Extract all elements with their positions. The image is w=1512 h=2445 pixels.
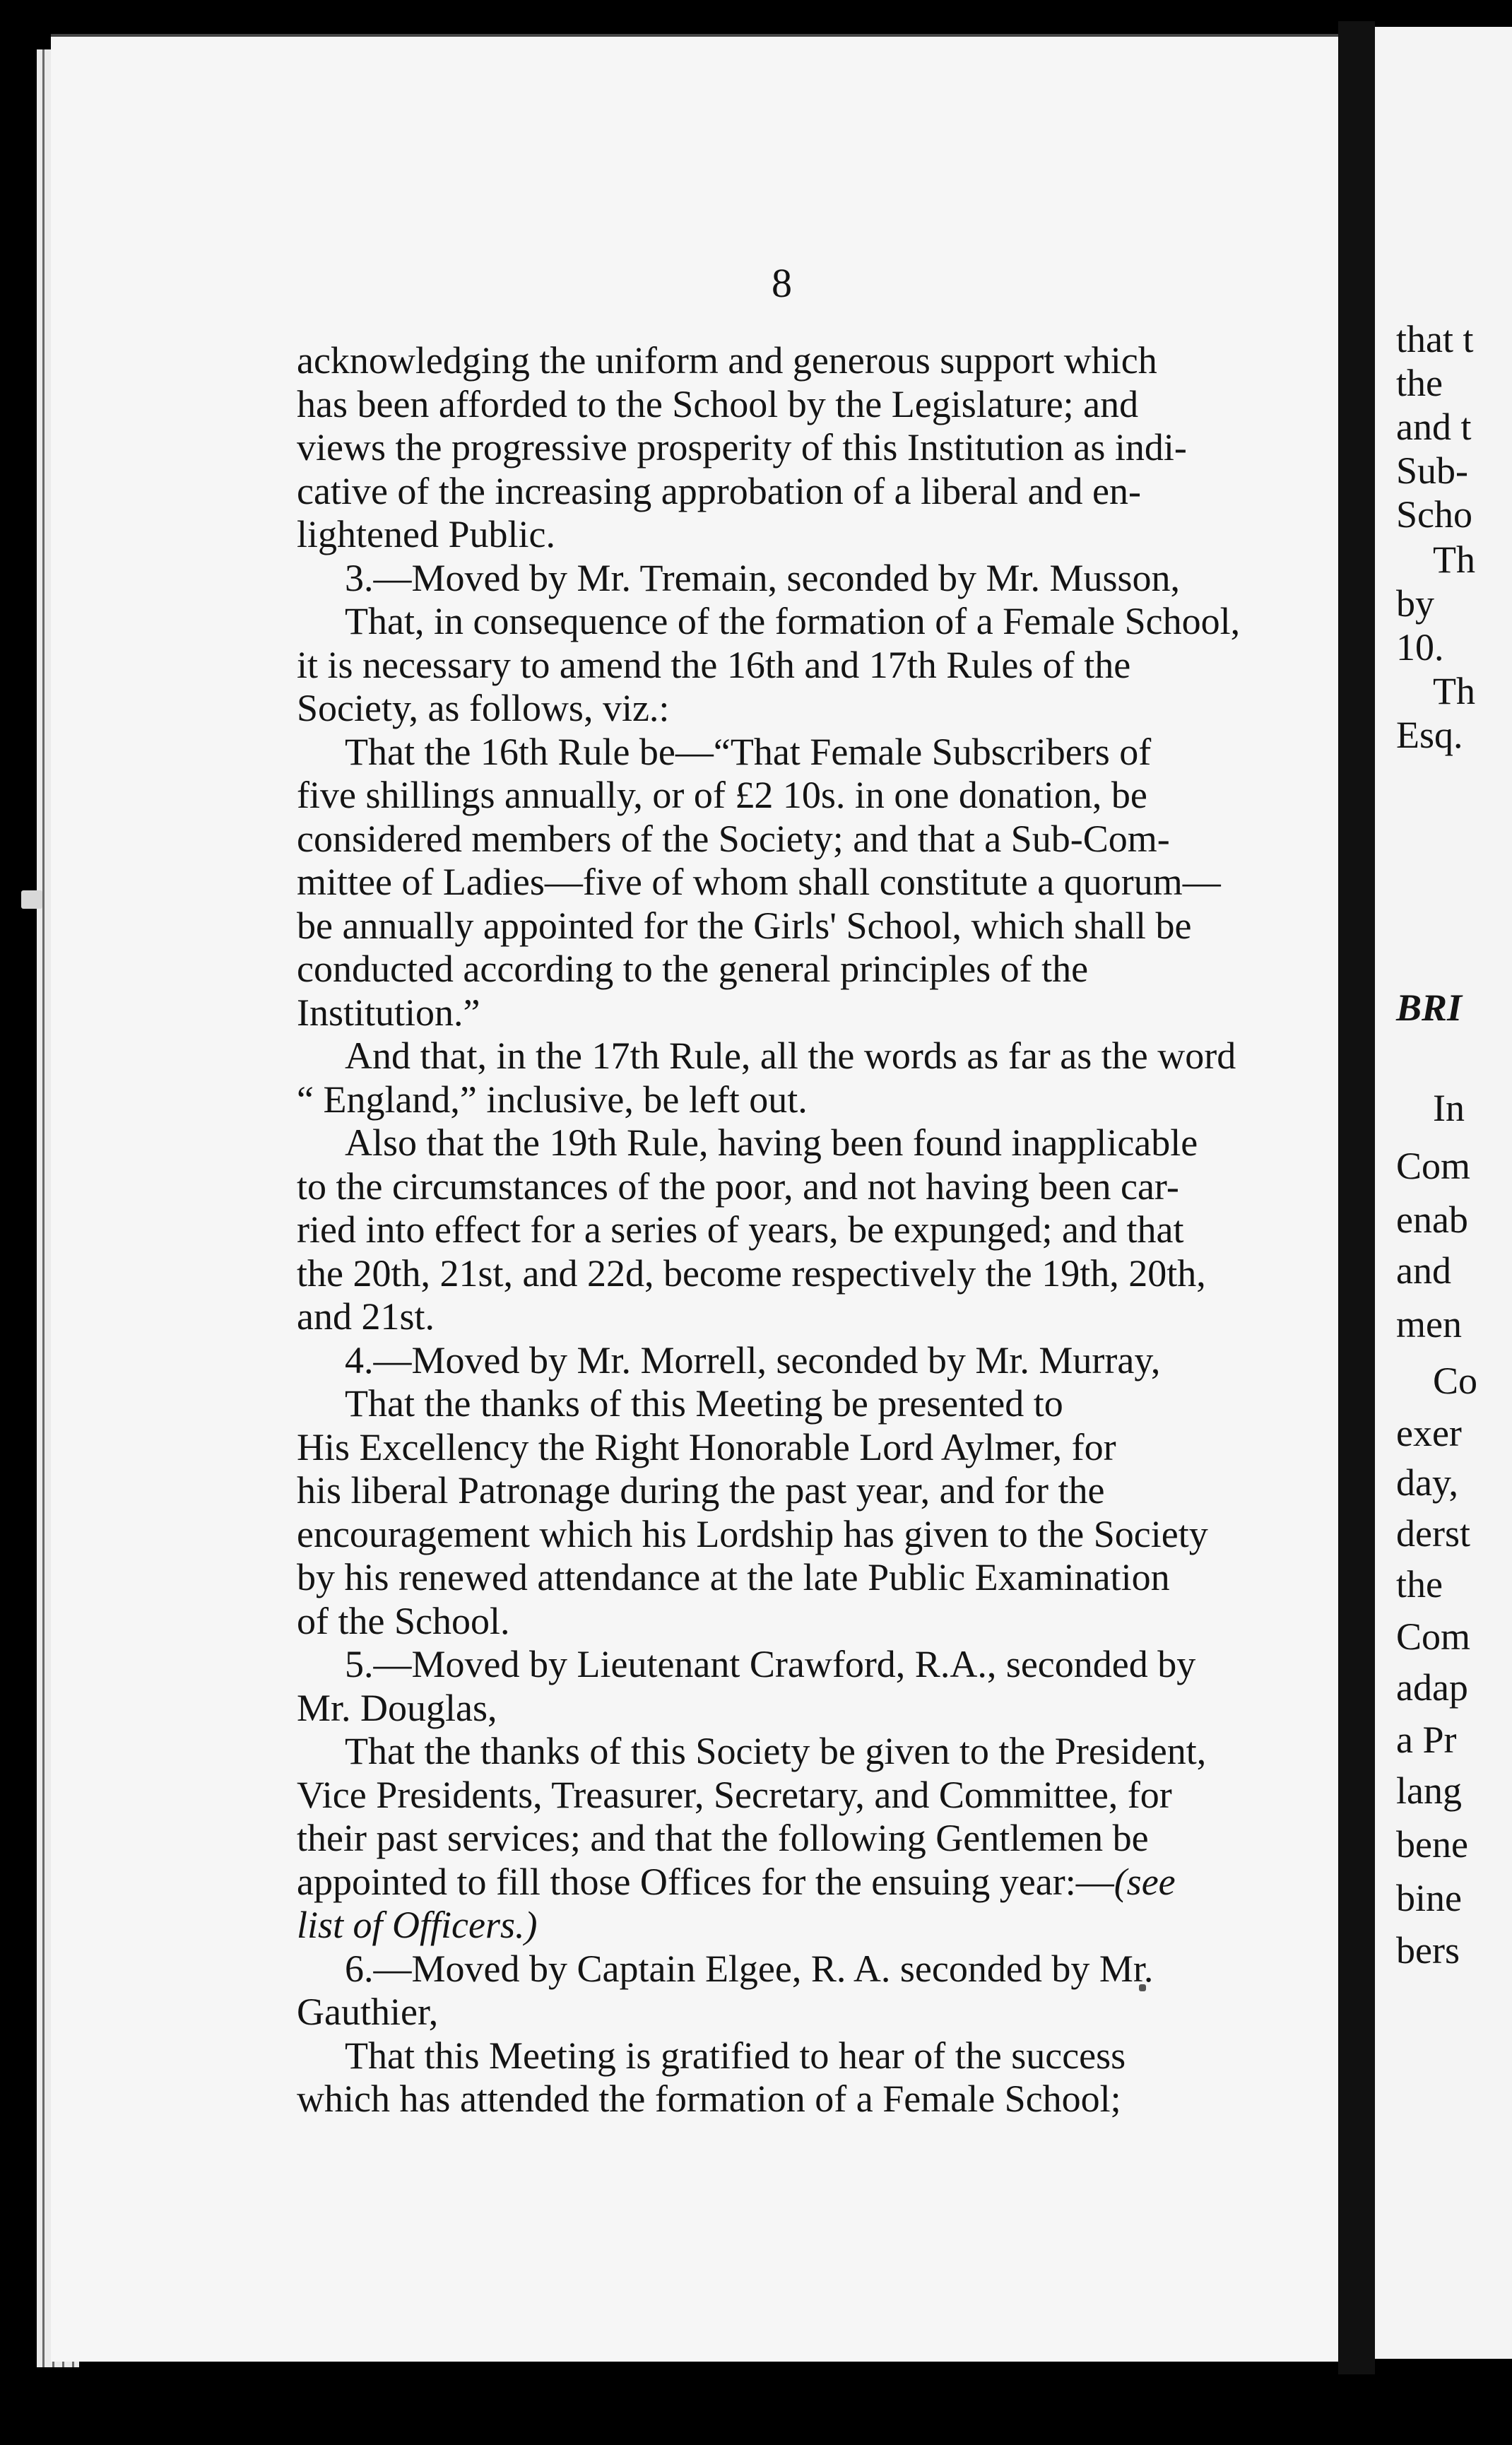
right-page-heading-fragment: BRI [1396, 986, 1463, 1029]
text-line: has been afforded to the School by the Legislature; and [297, 382, 1139, 425]
text-line: That this Meeting is gratified to hear of the success [345, 2034, 1126, 2077]
text-line: That the thanks of this Meeting be presented to [345, 1382, 1063, 1425]
text-line: it is necessary to amend the 16th and 17th Rules of the [297, 643, 1131, 686]
right-page-line: men [1396, 1303, 1462, 1345]
right-page-line: and t [1396, 406, 1472, 448]
text-line: That, in consequence of the formation of a Female School, [345, 600, 1241, 642]
right-page-line: In [1433, 1087, 1465, 1129]
right-page-line: enab [1396, 1198, 1468, 1241]
right-page-line: day, [1396, 1461, 1458, 1504]
text-line: Society, as follows, viz.: [297, 687, 670, 729]
text-line: acknowledging the uniform and generous support which [297, 339, 1157, 382]
page-mark [21, 890, 42, 909]
text-line: 5.—Moved by Lieutenant Crawford, R.A., seconded by [345, 1643, 1196, 1685]
right-page-line: Sub- [1396, 449, 1469, 492]
italic-note: list of Officers.) [297, 1904, 538, 1946]
right-page-line: Scho [1396, 493, 1472, 536]
text-line: 4.—Moved by Mr. Morrell, seconded by Mr. Murray, [345, 1338, 1161, 1381]
right-page-line: Th [1433, 670, 1475, 712]
right-page-line: and [1396, 1249, 1451, 1292]
right-page-line: the [1396, 362, 1443, 404]
right-page-line: derst [1396, 1512, 1470, 1555]
right-page-line: bers [1396, 1929, 1460, 1972]
text-line: which has attended the formation of a Female School; [297, 2078, 1121, 2120]
right-page-line: 10. [1396, 626, 1444, 668]
book-gutter [1338, 21, 1375, 2374]
right-page-line: that t [1396, 318, 1474, 360]
text-line: of the School. [297, 1599, 510, 1642]
text-span: appointed to fill those Offices for the ensuing year:— [297, 1860, 1114, 1903]
text-line: mittee of Ladies—five of whom shall constitute a quorum— [297, 861, 1221, 903]
right-page [1375, 27, 1512, 2359]
text-line: lightened Public. [297, 513, 555, 555]
page-edge-line [42, 49, 45, 2367]
right-page-line: a Pr [1396, 1719, 1457, 1761]
text-line: His Excellency the Right Honorable Lord Aylmer, for [297, 1425, 1116, 1468]
right-page-line: Com [1396, 1615, 1471, 1658]
text-line [297, 1904, 1335, 1948]
text-line: That the 16th Rule be—“That Female Subscribers of [345, 730, 1152, 773]
text-line: Institution.” [297, 991, 480, 1034]
right-page-line: the [1396, 1563, 1443, 1606]
text-line: Mr. Douglas, [297, 1686, 497, 1729]
right-page-line: bine [1396, 1877, 1462, 1919]
text-line: 3.—Moved by Mr. Tremain, seconded by Mr. Musson, [345, 556, 1181, 599]
text-line: That the thanks of this Society be given to the President, [345, 1730, 1207, 1772]
text-line [297, 1861, 1335, 1904]
right-page-line: exer [1396, 1412, 1462, 1454]
right-page-line: Com [1396, 1145, 1471, 1187]
page-body-text [297, 339, 1335, 2121]
right-page-line: lang [1396, 1769, 1462, 1812]
text-line: ried into effect for a series of years, be expunged; and that [297, 1208, 1184, 1251]
text-line: his liberal Patronage during the past year, and for the [297, 1469, 1105, 1512]
right-page-line: adap [1396, 1666, 1468, 1709]
text-line: encouragement which his Lordship has given to the Society [297, 1512, 1208, 1555]
text-line: by his renewed attendance at the late Public Examination [297, 1556, 1170, 1598]
text-line: Gauthier, [297, 1991, 439, 2033]
text-line: and 21st. [297, 1295, 435, 1338]
text-line: Also that the 19th Rule, having been found inapplicable [345, 1121, 1198, 1164]
text-line: considered members of the Society; and that a Sub-Com- [297, 817, 1170, 860]
text-line: to the circumstances of the poor, and not having been car- [297, 1165, 1179, 1208]
text-line: views the progressive prosperity of this Institution as indi- [297, 426, 1187, 469]
right-page-line: Th [1433, 538, 1475, 581]
text-line: the 20th, 21st, and 22d, become respectively the 19th, 20th, [297, 1251, 1206, 1295]
right-page-line: bene [1396, 1823, 1468, 1866]
text-line: five shillings annually, or of £2 10s. in one donation, be [297, 774, 1147, 816]
text-line: their past services; and that the following Gentlemen be [297, 1817, 1149, 1859]
right-page-line: by [1396, 582, 1434, 625]
text-line: cative of the increasing approbation of a liberal and en- [297, 469, 1141, 512]
text-line: conducted according to the general principles of the [297, 948, 1089, 990]
text-line: Vice Presidents, Treasurer, Secretary, and Committee, for [297, 1773, 1172, 1816]
italic-note: (see [1114, 1860, 1176, 1903]
text-line: “ England,” inclusive, be left out. [297, 1078, 808, 1121]
text-line: be annually appointed for the Girls' School, which shall be [297, 904, 1192, 947]
text-line: 6.—Moved by Captain Elgee, R. A. seconded by Mr. [345, 1947, 1154, 1990]
right-page-line: Co [1433, 1360, 1478, 1402]
right-page-line: Esq. [1396, 714, 1463, 756]
text-line: And that, in the 17th Rule, all the words as far as the word [345, 1035, 1236, 1077]
page-number: 8 [772, 260, 792, 306]
